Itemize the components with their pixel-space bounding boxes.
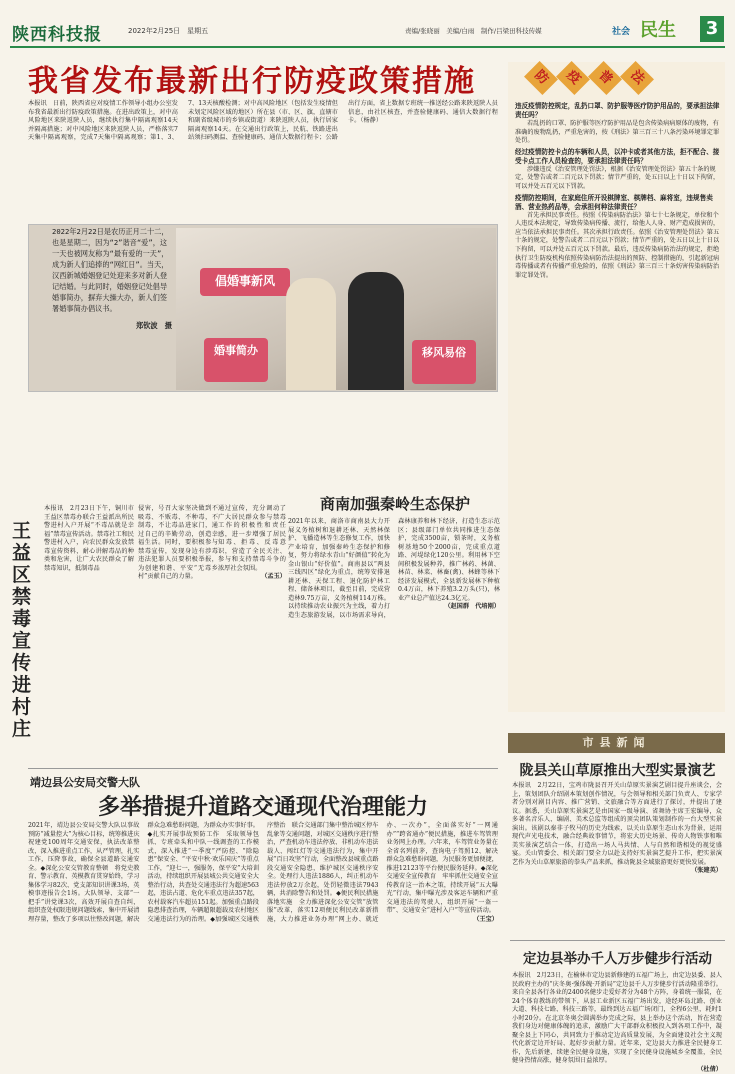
qa-answer: 若乱扔的口罩、防护服等医疗防护用品是包含传染病病原体的废物，有准确的废物乱扔，严重危害的，按《刑法》第三百三十八条污染环境罪定罪处罚。 xyxy=(515,120,720,145)
dingbian-byline: （杜倩） xyxy=(697,1065,722,1073)
qa-question: 疫情防控期间，在家庭住所开设棋牌室、棋牌档、麻将室，违规售卖酒、营业热药品等，会承担何种法律责任？ xyxy=(515,193,713,211)
shangnan-title: 商南加强秦岭生态保护 xyxy=(319,495,470,513)
shangnan-body xyxy=(288,518,500,620)
wang-body-1: 本报讯 2月23日下午，铜川市王益区禁毒办联合王益派出所民警进村入户开展“不毒品就是幸福”禁毒宣传活动。禁毒社工和民警进村入户，向农民群众发放禁毒宣传资料，耐心讲解毒品的种类和危害，让广大农民群众了解禁毒知识，抵制毒品 xyxy=(44,505,134,572)
banner-char: 防 xyxy=(524,61,558,95)
page-number: 3 xyxy=(700,16,724,42)
groom-figure xyxy=(348,272,404,390)
longxian-body xyxy=(512,782,722,876)
dingbian-title: 定边县举办千人万步健步行活动 xyxy=(523,951,712,967)
wedding-photo xyxy=(176,228,496,390)
wang-title: 王益区禁毒宣传进村庄 xyxy=(12,520,32,740)
banner-sign: 倡婚事新风 xyxy=(200,268,290,296)
banner-char: 疫 xyxy=(556,61,590,95)
shangnan-byline: （赵国群 代培刚） xyxy=(444,603,500,610)
main-headline: 我省发布最新出行防疫政策措施 xyxy=(28,64,476,99)
wang-body-3-text: 通过宣传，充分调动了广大居民群众参与禁毒工作的积极性和责任感，进一步增强了居民知毒、拒毒、反毒意识，营造了全民关注、参与和支持禁毒斗争的浓厚社会氛围。 xyxy=(218,505,286,572)
masthead-rule xyxy=(10,46,725,48)
jingbian-body xyxy=(28,822,498,1062)
sign-right: 移风易俗 xyxy=(412,340,476,384)
newspaper-logo: 陕西科技报 xyxy=(12,25,102,45)
jingbian-byline: （王宝） xyxy=(473,915,498,923)
longxian-byline: （张建英） xyxy=(691,867,722,874)
banner-char: 法 xyxy=(620,61,654,95)
banner-char: 普 xyxy=(588,61,622,95)
dingbian-body-text: 本报讯 2月23日，在榆林市定边县新修建的五福广场上，由定边县委、县人民政府主办的“庆冬奥·强体魄·开新局”定边县千人万步健步行活动隆重举行。来自全县各行各业的2400名健步走爱好者分为48个方阵，身着统一服装，在24个体育教练的带领下，从县工业新区五福广场出发，途经环岛北路、创业大道、科技七路、科技三路等，最终到达五福广场闭门，全程6公里，耗时1小时20分。在北京冬奥会圆满举办完成之际，县上举办这个活动，旨在营造我们身边对健康体魄的追求，激励广大干部群众积极投入到各项工作中，凝聚全县上下同心，共同致力于推动定边高质量发展，为全面建设社会主义现代化新定边开好局、起好步贡献力量。近年来，定边县大力推进全民健身工作，先后新建、续建全民健身设施，实现了全民健身设施城乡全覆盖，全民健身热情高涨，健身氛围日益浓厚。 xyxy=(512,972,722,1064)
bride-figure xyxy=(286,278,336,390)
longxian-body-text: 本报讯 2月22日，宝鸡市陇县召开关山草原实景演艺剧目提升座谈会，会上，策划团队介绍剧本策划创作情况，与会领导和相关部门负责人、专家学者分别对剧目内容、推广营销、文旅融合等方面进行了探讨，并提出了建议。据悉，关山草原实景演艺是由国家一级导演、省舞协主席王宏编导，众多著名音乐人、编剧、美术总监等组成的顶尖团队策划制作的一台大型实景演出。该剧以秦非子牧马的历史为线索，以关山草原生态山水为背景，运用现代声光电技术，融合经典故事情节，将宏大历史场景、传奇人物铁事和唯美实景演艺结合一体，打造出一场人马共情、人与自然和谐相处的视觉盛宴。关山管委会、相关部门要全力以赴支持好实景演艺提升工作，把实景演艺作为关山草原旅游的拳头产品来抓，推动陇县全域旅游更好更快发展。 xyxy=(512,782,722,866)
wang-body-3 xyxy=(218,505,286,582)
dingbian-body xyxy=(512,972,722,1074)
dateline: 2022年2月25日 星期五 xyxy=(128,27,209,35)
jingbian-kicker: 靖边县公安局交警大队 xyxy=(30,776,140,789)
photo-caption-text: 2022年2月22日是农历正月二十二，也是星期二，因为“2”谐音“爱”，这一天也被网友称为“最有爱的一天”，成为新人们追捧的“网红日”。当天，汉西新城婚姻登记处迎来多对新人登记结婚。与此同时，婚姻登记处倡导婚事简办，摒弃大操大办，新人们签署婚事简办倡议书。 xyxy=(52,227,169,313)
section-big-label: 民生 xyxy=(640,20,676,41)
divider xyxy=(510,940,725,941)
law-qa-list xyxy=(515,100,720,280)
lead-article: 本报讯 日前，陕西省应对疫情工作领导小组办公室发布我省最新出行防疫政策措施。在进出政策上，对中高风险地区来陕返陕人员，继续执行集中隔离观察14天并隔离措施；对中风险地区来陕返陕人员，严格落实7天集中隔离观察，完成7天集中隔离观察；第1、3、7、13天核酸检测；对中高风险地区（包括发生疫情但未划定风险区域的地区）所在县（市、区、旗，直辖市和副省级城市的乡镇或街道）来陕返陕人员，执行居家隔离观察14天。在交通出行政策上，民航、铁路进出站须扫码测温、查验健康码、通信大数据行程卡；公路出行方面，省上数据专班统一推送经公路来陕返陕人员信息，由社区核查，并查验健康码、通信大数据行程卡。（杨静） xyxy=(28,100,498,141)
jingbian-title: 多举措提升道路交通现代治理能力 xyxy=(97,795,428,820)
law-banner xyxy=(528,66,708,90)
divider xyxy=(28,768,498,769)
wang-byline: （孟玉） xyxy=(261,573,286,580)
qa-question: 违反疫情防控规定，乱扔口罩、防护服等医疗防护用品的，要承担法律责任吗？ xyxy=(515,102,720,119)
shangnan-body-text: 2021年以来，商洛市商南县大力开展义务植树和退耕还林、天然林保护、飞播造林等生态修复工作，加快产业培育，加强秦岭生态保护和修复，努力将绿水青山“好颜值”转化为金山银山“好价值”。商南县以“两县三线四区”绿化为重点，统筹安排退耕还林、天保工程、退化防护林工程、储备林项目，截至目前，完成营造林9.75万亩，义务植树114万株。以持续推动农业振兴为主线，着力打造生态旅游发展，以市场需求导向，森林康养和林下经济，打造生态示范区；县级部门单位共同推进生态保护，完成3500亩，锁茶时，义务植树基地50个2000亩，完成重点道路、河堤绿化120公里。利用林下空间积极发展种养，推广林药、林菌、林苗、林菜、林畜(禽)、林蜂等林下经济发展模式，全县新发展林下种植0.4万亩，林下养殖3.2万头(只)，林业产业总产值达24.3亿元。 xyxy=(288,518,500,619)
editor-credits: 责编/张晓丽 美编/白雨 制作/吕梁田科技传媒 xyxy=(405,27,542,35)
qa-question: 经过疫情防控卡点的车辆和人员，以冲卡或者其他方法，拒不配合、接受卡点工作人员检查的，要承担法律责任吗？ xyxy=(515,147,720,165)
wang-body-2: 侵害，号召大家坚决做到不吸毒、不贩毒、不种毒，不制毒，不让毒品进家门，通过自己的辛勤劳动，创造幸福生活。同时，要积极参与禁毒宣传，发现身边有涉毒违法犯罪人员要积极举报，为创建和谐、平安“无毒乡村”贡献自己的力量。 xyxy=(138,505,218,580)
photo-credit: 郑钦波 摄 xyxy=(136,321,172,330)
longxian-title: 陇县关山草原推出大型实景演艺 xyxy=(519,763,716,779)
sign-left: 婚事简办 xyxy=(204,338,268,382)
qa-answer: 涉嫌违反《治安管理处罚法》，根据《治安管理处罚法》第五十条的规定，处警告或者二百元以下罚款；情节严重的，处五日以上十日以下拘留，可以并处五百元以下罚款。 xyxy=(515,165,720,190)
qa-answer: 首先承担民事责任。按照《传染病防治法》第七十七条规定，单位和个人违反本法规定，导致传染病传播、流行，给他人人身、财产造成损害的，应当依法承担民事责任。其次承担行政责任。依照《治安管理处罚法》第五十条的规定，处警告或者二百元以下罚款；情节严重的，处五日以上十日以下拘留，可以并处五百元以下罚款。最后，违反传染病防治法的规定，拒绝执行卫生防疫机构依照传染病防治法提出的预防、控制措施的，引起新冠病毒传播或者有传播严重危险的，依照《刑法》第三百三十条妨害传染病防治罪定罪处罚。 xyxy=(515,211,720,279)
photo-caption xyxy=(52,226,172,331)
section-label: 社会 xyxy=(612,27,631,37)
jingbian-body-text: 2021年，靖边县公安局交警大队以事故预防“减量控大”为核心目标，统筹推进庆祝建党100周年交通安保，执法改革整改，深入推进重点工作，从严管理，扎实工作，压降事故，确保全县道路交通安全。◆深化公安交管教育整顿 将党史教育、警示教育、英模教育贯穿始终，学习集体学习82次、党支部知识讲课3场，英模事迹报告会1场。大队领导、支部“一把手”讲党课3次，高效开展自查自纠，组织查处权限违规问题线索，集中开展清理存量，整改了多项以往整改问题，解决群众急难愁盼问题，为群众办实事好事。◆扎实开展事故预防工作 采取领导包抓、专班牵头和中队一线调查的工作模式，深入推进“一季度”严防控、“除隐患”保安全、“平安中秋·欢乐国庆”等重点工作，“迎七一，强服务，保平安”大培训活动，持续组织开展县城公共交通安全大整治行动，共查处交通违法行为超速563起，违法占道、危化车重点违法357起，农村载客汽车超员151起。加强重点路段隐患排查治理，车辆超限超载及农村地区交通违法行为的治理。◆加强城区交通秩序整治 联合交通部门集中整治城区停车乱象等交通问题，对城区交通秩序进行整治，严查机动车违法停放、非机动车违法载人、闯红灯等交通违法行为，集中开展“百日攻坚”行动，全面整改县城重点路段交通安全隐患，维护城区交通秩序安全。处理行人违法1886人，纠正机动车违法停放2万余起，处罚轻微违法7943辆，共消除警告和处罚。◆便民利民措施落地实施 全力推进深化公安交管“放管服”改革，落实12项便民利民改革新措施，大力推进业务办理“网上办、就近办、一次办”，全面落实好“一网通办”“跨省通办”便民措施，推进车驾管理业务网上办理。六年来，车驾管业务量在全省名列前茅，查询电子驾照12、解决群众急难愁盼问题，为民服务更加便捷，推进12123等平台便民服务延伸。◆深化交通安全宣传教育 牢牢抓住交通安全宣传教育这一治本之策，持续开展“五大曝光”行动，集中曝光涉及客运车辆和严重交通违法的驾驶人，组织开展“一盔一带”、交通安全“进村入户”等宣传活动。 xyxy=(28,822,498,923)
county-news-header: 市县新闻 xyxy=(508,733,725,753)
